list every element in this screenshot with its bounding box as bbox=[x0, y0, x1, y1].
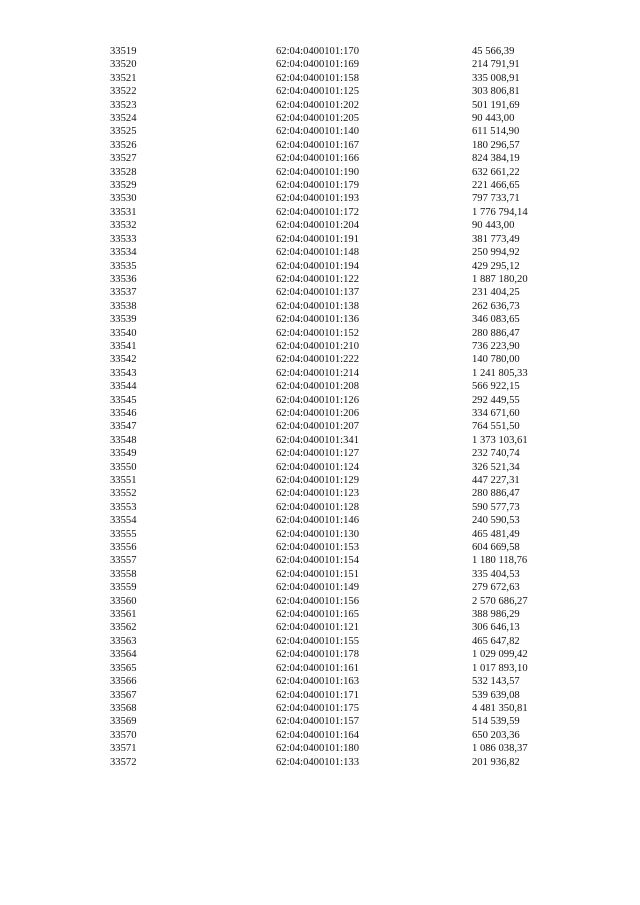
cadastral-number-cell: 62:04:0400101:146 bbox=[276, 515, 359, 527]
cadastral-number-cell: 62:04:0400101:138 bbox=[276, 300, 359, 312]
row-number-cell: 33535 bbox=[110, 260, 137, 272]
row-number-cell: 33539 bbox=[110, 314, 137, 326]
cadastral-value-cell: 335 404,53 bbox=[472, 568, 520, 580]
cadastral-number-cell: 62:04:0400101:156 bbox=[276, 595, 359, 607]
row-number-cell: 33566 bbox=[110, 676, 137, 688]
row-number-cell: 33521 bbox=[110, 72, 137, 84]
cadastral-number-cell: 62:04:0400101:121 bbox=[276, 622, 359, 634]
cadastral-number-cell: 62:04:0400101:149 bbox=[276, 582, 359, 594]
cadastral-value-cell: 214 791,91 bbox=[472, 59, 520, 71]
cadastral-value-cell: 250 994,92 bbox=[472, 247, 520, 259]
cadastral-number-cell: 62:04:0400101:180 bbox=[276, 743, 359, 755]
cadastral-number-cell: 62:04:0400101:175 bbox=[276, 702, 359, 714]
table-row bbox=[0, 367, 640, 380]
row-number-cell: 33520 bbox=[110, 59, 137, 71]
table-row bbox=[0, 273, 640, 286]
table-row bbox=[0, 528, 640, 541]
cadastral-value-cell: 447 227,31 bbox=[472, 475, 520, 486]
row-number-cell: 33565 bbox=[110, 662, 137, 674]
table-row bbox=[0, 581, 640, 594]
cadastral-value-cell: 381 773,49 bbox=[472, 233, 520, 245]
row-number-cell: 33519 bbox=[110, 46, 137, 57]
table-row bbox=[0, 246, 640, 259]
table-row bbox=[0, 300, 640, 313]
cadastral-number-cell: 62:04:0400101:170 bbox=[276, 46, 359, 57]
row-number-cell: 33555 bbox=[110, 528, 137, 540]
cadastral-value-cell: 2 570 686,27 bbox=[472, 595, 528, 607]
table-row bbox=[0, 715, 640, 728]
row-number-cell: 33560 bbox=[110, 595, 137, 607]
table-row bbox=[0, 648, 640, 661]
table-row bbox=[0, 353, 640, 366]
table-row bbox=[0, 112, 640, 125]
cadastral-number-cell: 62:04:0400101:133 bbox=[276, 756, 359, 768]
table-row bbox=[0, 702, 640, 715]
cadastral-value-cell: 650 203,36 bbox=[472, 729, 520, 741]
cadastral-value-cell: 764 551,50 bbox=[472, 421, 520, 433]
row-number-cell: 33550 bbox=[110, 461, 137, 473]
table-row bbox=[0, 327, 640, 340]
row-number-cell: 33553 bbox=[110, 501, 137, 513]
cadastral-value-cell: 280 886,47 bbox=[472, 327, 520, 339]
cadastral-number-cell: 62:04:0400101:190 bbox=[276, 166, 359, 178]
cadastral-value-cell: 1 180 118,76 bbox=[472, 555, 528, 567]
cadastral-value-cell: 221 466,65 bbox=[472, 180, 520, 192]
table-row bbox=[0, 139, 640, 152]
cadastral-number-cell: 62:04:0400101:153 bbox=[276, 542, 359, 554]
cadastral-number-cell: 62:04:0400101:126 bbox=[276, 394, 359, 406]
table-row bbox=[0, 125, 640, 138]
cadastral-value-cell: 1 017 893,10 bbox=[472, 662, 528, 674]
row-number-cell: 33533 bbox=[110, 233, 137, 245]
row-number-cell: 33538 bbox=[110, 300, 137, 312]
cadastral-value-cell: 632 661,22 bbox=[472, 166, 520, 178]
table-row bbox=[0, 166, 640, 179]
table-row bbox=[0, 729, 640, 742]
cadastral-number-cell: 62:04:0400101:164 bbox=[276, 729, 359, 741]
cadastral-value-cell: 388 986,29 bbox=[472, 609, 520, 621]
cadastral-number-cell: 62:04:0400101:155 bbox=[276, 635, 359, 647]
row-number-cell: 33544 bbox=[110, 381, 137, 393]
table-row bbox=[0, 420, 640, 433]
row-number-cell: 33571 bbox=[110, 743, 137, 755]
cadastral-value-cell: 465 481,49 bbox=[472, 528, 520, 540]
cadastral-value-cell: 231 404,25 bbox=[472, 287, 520, 299]
cadastral-value-cell: 306 646,13 bbox=[472, 622, 520, 634]
cadastral-number-cell: 62:04:0400101:137 bbox=[276, 287, 359, 299]
cadastral-number-cell: 62:04:0400101:127 bbox=[276, 448, 359, 460]
cadastral-value-cell: 611 514,90 bbox=[472, 126, 520, 138]
cadastral-number-cell: 62:04:0400101:154 bbox=[276, 555, 359, 567]
cadastral-value-cell: 1 029 099,42 bbox=[472, 649, 528, 661]
cadastral-value-cell: 590 577,73 bbox=[472, 501, 520, 513]
cadastral-number-cell: 62:04:0400101:206 bbox=[276, 407, 359, 419]
table-row bbox=[0, 514, 640, 527]
table-row bbox=[0, 461, 640, 474]
cadastral-number-cell: 62:04:0400101:172 bbox=[276, 206, 359, 218]
cadastral-value-cell: 45 566,39 bbox=[472, 46, 515, 57]
row-number-cell: 33528 bbox=[110, 166, 137, 178]
cadastral-value-cell: 824 384,19 bbox=[472, 153, 520, 165]
table-row bbox=[0, 260, 640, 273]
row-number-cell: 33537 bbox=[110, 287, 137, 299]
cadastral-value-cell: 604 669,58 bbox=[472, 542, 520, 554]
cadastral-value-cell: 90 443,00 bbox=[472, 220, 515, 232]
cadastral-number-cell: 62:04:0400101:193 bbox=[276, 193, 359, 205]
cadastral-value-cell: 303 806,81 bbox=[472, 86, 520, 98]
row-number-cell: 33562 bbox=[110, 622, 137, 634]
row-number-cell: 33541 bbox=[110, 340, 137, 352]
row-number-cell: 33529 bbox=[110, 180, 137, 192]
row-number-cell: 33534 bbox=[110, 247, 137, 259]
table-row bbox=[0, 340, 640, 353]
table-row bbox=[0, 568, 640, 581]
cadastral-number-cell: 62:04:0400101:136 bbox=[276, 314, 359, 326]
cadastral-number-cell: 62:04:0400101:205 bbox=[276, 113, 359, 125]
cadastral-number-cell: 62:04:0400101:122 bbox=[276, 273, 359, 285]
row-number-cell: 33532 bbox=[110, 220, 137, 232]
cadastral-number-cell: 62:04:0400101:140 bbox=[276, 126, 359, 138]
table-row bbox=[0, 621, 640, 634]
cadastral-value-cell: 539 639,08 bbox=[472, 689, 520, 701]
cadastral-value-cell: 280 886,47 bbox=[472, 488, 520, 500]
table-row bbox=[0, 233, 640, 246]
cadastral-number-cell: 62:04:0400101:166 bbox=[276, 153, 359, 165]
row-number-cell: 33549 bbox=[110, 448, 137, 460]
cadastral-number-cell: 62:04:0400101:129 bbox=[276, 475, 359, 486]
row-number-cell: 33552 bbox=[110, 488, 137, 500]
cadastral-value-cell: 514 539,59 bbox=[472, 716, 520, 728]
cadastral-number-cell: 62:04:0400101:151 bbox=[276, 568, 359, 580]
cadastral-value-cell: 1 241 805,33 bbox=[472, 367, 528, 379]
cadastral-number-cell: 62:04:0400101:179 bbox=[276, 180, 359, 192]
cadastral-value-cell: 1 887 180,20 bbox=[472, 273, 528, 285]
table-row bbox=[0, 380, 640, 393]
cadastral-number-cell: 62:04:0400101:171 bbox=[276, 689, 359, 701]
cadastral-value-cell: 180 296,57 bbox=[472, 139, 520, 151]
row-number-cell: 33561 bbox=[110, 609, 137, 621]
cadastral-number-cell: 62:04:0400101:204 bbox=[276, 220, 359, 232]
row-number-cell: 33572 bbox=[110, 756, 137, 768]
cadastral-number-cell: 62:04:0400101:167 bbox=[276, 139, 359, 151]
table-row bbox=[0, 58, 640, 71]
cadastral-value-cell: 346 083,65 bbox=[472, 314, 520, 326]
row-number-cell: 33548 bbox=[110, 434, 137, 446]
cadastral-value-cell: 279 672,63 bbox=[472, 582, 520, 594]
table-row bbox=[0, 689, 640, 702]
row-number-cell: 33569 bbox=[110, 716, 137, 728]
cadastral-value-table bbox=[0, 45, 640, 769]
cadastral-number-cell: 62:04:0400101:222 bbox=[276, 354, 359, 366]
row-number-cell: 33554 bbox=[110, 515, 137, 527]
row-number-cell: 33525 bbox=[110, 126, 137, 138]
row-number-cell: 33567 bbox=[110, 689, 137, 701]
cadastral-value-cell: 736 223,90 bbox=[472, 340, 520, 352]
cadastral-number-cell: 62:04:0400101:157 bbox=[276, 716, 359, 728]
row-number-cell: 33543 bbox=[110, 367, 137, 379]
row-number-cell: 33542 bbox=[110, 354, 137, 366]
cadastral-value-cell: 232 740,74 bbox=[472, 448, 520, 460]
cadastral-value-cell: 335 008,91 bbox=[472, 72, 520, 84]
row-number-cell: 33523 bbox=[110, 99, 137, 111]
row-number-cell: 33522 bbox=[110, 86, 137, 98]
row-number-cell: 33545 bbox=[110, 394, 137, 406]
row-number-cell: 33531 bbox=[110, 206, 137, 218]
cadastral-number-cell: 62:04:0400101:341 bbox=[276, 434, 359, 446]
row-number-cell: 33526 bbox=[110, 139, 137, 151]
table-row bbox=[0, 501, 640, 514]
cadastral-value-cell: 90 443,00 bbox=[472, 113, 515, 125]
cadastral-number-cell: 62:04:0400101:125 bbox=[276, 86, 359, 98]
row-number-cell: 33568 bbox=[110, 702, 137, 714]
cadastral-number-cell: 62:04:0400101:158 bbox=[276, 72, 359, 84]
table-row bbox=[0, 407, 640, 420]
row-number-cell: 33557 bbox=[110, 555, 137, 567]
table-row bbox=[0, 434, 640, 447]
cadastral-value-cell: 240 590,53 bbox=[472, 515, 520, 527]
cadastral-number-cell: 62:04:0400101:152 bbox=[276, 327, 359, 339]
cadastral-value-cell: 326 521,34 bbox=[472, 461, 520, 473]
row-number-cell: 33546 bbox=[110, 407, 137, 419]
table-row bbox=[0, 662, 640, 675]
row-number-cell: 33551 bbox=[110, 475, 137, 486]
cadastral-number-cell: 62:04:0400101:210 bbox=[276, 340, 359, 352]
cadastral-value-cell: 4 481 350,81 bbox=[472, 702, 528, 714]
cadastral-value-cell: 201 936,82 bbox=[472, 756, 520, 768]
cadastral-number-cell: 62:04:0400101:161 bbox=[276, 662, 359, 674]
cadastral-value-cell: 797 733,71 bbox=[472, 193, 520, 205]
row-number-cell: 33570 bbox=[110, 729, 137, 741]
cadastral-number-cell: 62:04:0400101:169 bbox=[276, 59, 359, 71]
row-number-cell: 33540 bbox=[110, 327, 137, 339]
cadastral-number-cell: 62:04:0400101:128 bbox=[276, 501, 359, 513]
cadastral-number-cell: 62:04:0400101:194 bbox=[276, 260, 359, 272]
cadastral-number-cell: 62:04:0400101:148 bbox=[276, 247, 359, 259]
cadastral-value-cell: 501 191,69 bbox=[472, 99, 520, 111]
cadastral-value-cell: 532 143,57 bbox=[472, 676, 520, 688]
table-row bbox=[0, 99, 640, 112]
table-row bbox=[0, 635, 640, 648]
cadastral-number-cell: 62:04:0400101:214 bbox=[276, 367, 359, 379]
cadastral-number-cell: 62:04:0400101:202 bbox=[276, 99, 359, 111]
table-row bbox=[0, 756, 640, 769]
table-row bbox=[0, 595, 640, 608]
table-row bbox=[0, 219, 640, 232]
table-row bbox=[0, 541, 640, 554]
table-row bbox=[0, 608, 640, 621]
table-row bbox=[0, 554, 640, 567]
cadastral-value-cell: 429 295,12 bbox=[472, 260, 520, 272]
row-number-cell: 33524 bbox=[110, 113, 137, 125]
table-row bbox=[0, 286, 640, 299]
row-number-cell: 33559 bbox=[110, 582, 137, 594]
row-number-cell: 33530 bbox=[110, 193, 137, 205]
table-row bbox=[0, 85, 640, 98]
cadastral-number-cell: 62:04:0400101:130 bbox=[276, 528, 359, 540]
cadastral-number-cell: 62:04:0400101:123 bbox=[276, 488, 359, 500]
row-number-cell: 33547 bbox=[110, 421, 137, 433]
table-row bbox=[0, 394, 640, 407]
cadastral-value-cell: 566 922,15 bbox=[472, 381, 520, 393]
cadastral-value-cell: 262 636,73 bbox=[472, 300, 520, 312]
row-number-cell: 33527 bbox=[110, 153, 137, 165]
cadastral-value-cell: 140 780,00 bbox=[472, 354, 520, 366]
table-row bbox=[0, 152, 640, 165]
table-row bbox=[0, 206, 640, 219]
row-number-cell: 33558 bbox=[110, 568, 137, 580]
table-row bbox=[0, 474, 640, 487]
table-row bbox=[0, 487, 640, 500]
cadastral-value-cell: 1 086 038,37 bbox=[472, 743, 528, 755]
row-number-cell: 33563 bbox=[110, 635, 137, 647]
table-row bbox=[0, 742, 640, 755]
cadastral-number-cell: 62:04:0400101:178 bbox=[276, 649, 359, 661]
cadastral-value-cell: 334 671,60 bbox=[472, 407, 520, 419]
table-row bbox=[0, 179, 640, 192]
cadastral-value-cell: 1 373 103,61 bbox=[472, 434, 528, 446]
row-number-cell: 33536 bbox=[110, 273, 137, 285]
cadastral-number-cell: 62:04:0400101:191 bbox=[276, 233, 359, 245]
cadastral-number-cell: 62:04:0400101:207 bbox=[276, 421, 359, 433]
table-row bbox=[0, 192, 640, 205]
cadastral-number-cell: 62:04:0400101:165 bbox=[276, 609, 359, 621]
table-row bbox=[0, 72, 640, 85]
cadastral-number-cell: 62:04:0400101:124 bbox=[276, 461, 359, 473]
row-number-cell: 33564 bbox=[110, 649, 137, 661]
cadastral-number-cell: 62:04:0400101:208 bbox=[276, 381, 359, 393]
cadastral-value-cell: 292 449,55 bbox=[472, 394, 520, 406]
cadastral-value-cell: 465 647,82 bbox=[472, 635, 520, 647]
table-row bbox=[0, 447, 640, 460]
row-number-cell: 33556 bbox=[110, 542, 137, 554]
table-row bbox=[0, 45, 640, 58]
cadastral-value-cell: 1 776 794,14 bbox=[472, 206, 528, 218]
table-row bbox=[0, 675, 640, 688]
cadastral-number-cell: 62:04:0400101:163 bbox=[276, 676, 359, 688]
table-row bbox=[0, 313, 640, 326]
